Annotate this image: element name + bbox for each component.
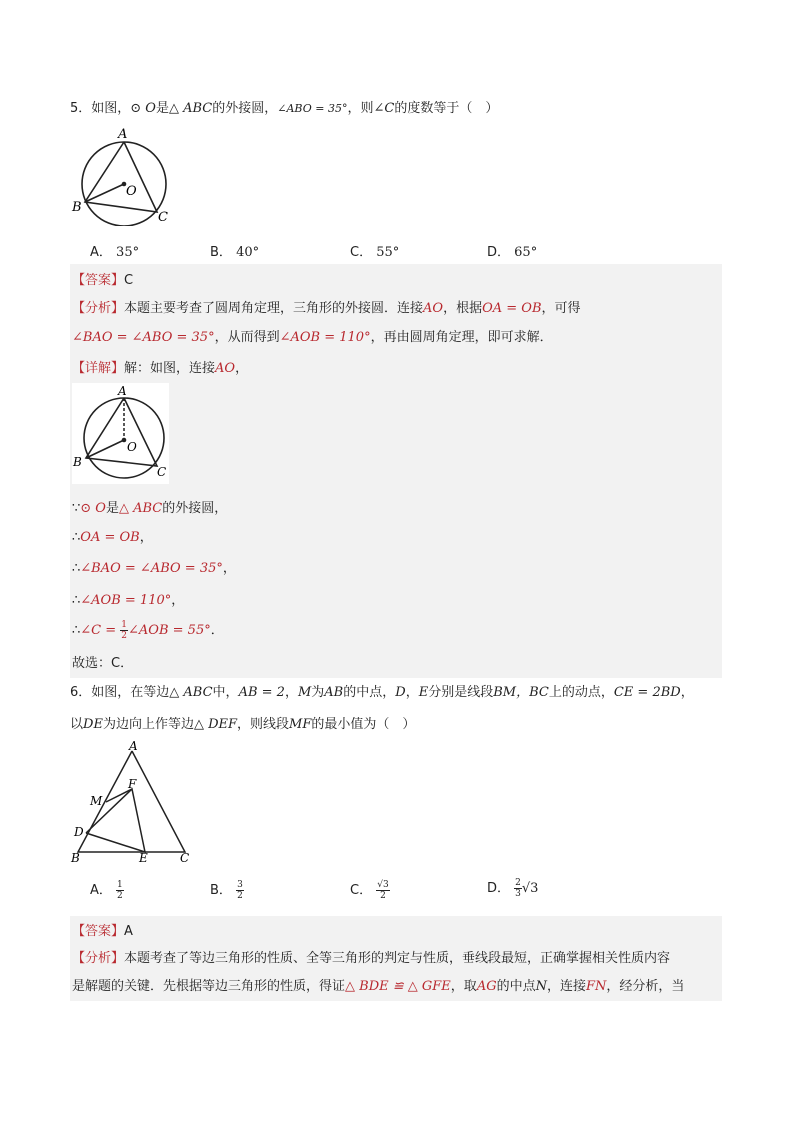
q5-detail-line1: 【详解】解：如图，连接AO， [72, 361, 249, 376]
q5-conclusion: 故选：C． [72, 656, 134, 671]
q5-option-d: D． 65° [487, 245, 538, 260]
q5-step4: ∴∠AOB = 110°， [72, 593, 185, 608]
label-o: O [126, 184, 137, 199]
q6-option-a: A． $\frac{1}{2}$ [90, 880, 123, 901]
q5-step2: ∴OA = OB， [72, 530, 153, 545]
q5-analysis-line1: 【分析】本题主要考查了圆周角定理，三角形的外接圆．连接AO，根据OA = OB，可得 [72, 301, 581, 316]
label-a: A [118, 127, 128, 142]
q6-option-c: C． $\frac{√3}{2}$ [350, 880, 389, 901]
svg-text:B: B [73, 455, 82, 469]
q5-option-a: A． 35° [90, 245, 140, 260]
q6-option-b: B． $\frac{3}{2}$ [210, 880, 243, 901]
label-c: C [158, 210, 168, 225]
svg-text:M: M [90, 794, 103, 808]
svg-text:C: C [180, 851, 190, 865]
fraction-one-half: $\frac{1}{2}$ [121, 620, 128, 641]
svg-text:O: O [127, 440, 137, 454]
svg-text:B: B [71, 851, 80, 865]
q6-analysis-line2: 是解题的关键．先根据等边三角形的性质，得证△ BDE ≌ △ GFE，取AG的中点N，连接FN，经分析，当 [72, 979, 685, 994]
svg-text:F: F [128, 777, 137, 791]
q5-detail-figure [72, 383, 169, 484]
q5-step5: ∴∠C = $\frac{1}{2}$ ∠AOB = 55°． [72, 620, 224, 641]
svg-text:E: E [139, 851, 148, 865]
q5-option-b: B． 40° [210, 245, 260, 260]
q5-figure [70, 126, 180, 226]
q5-answer: 【答案】C [72, 273, 134, 288]
q5-analysis-line2: ∠BAO = ∠ABO = 35°，从而得到∠AOB = 110°，再由圆周角定理，即可求解． [72, 330, 553, 345]
q6-stem-line1: 6．如图，在等边△ ABC中，AB = 2，M为AB的中点，D，E分别是线段BM，BC上的动点，CE = 2BD， [70, 685, 694, 700]
q5-step3: ∴∠BAO = ∠ABO = 35°， [72, 561, 236, 576]
q6-figure [70, 741, 195, 868]
q6-stem-line2: 以DE为边向上作等边△ DEF，则线段MF的最小值为（ ） [70, 717, 416, 732]
svg-text:A: A [129, 741, 138, 753]
q5-stem: 5．如图，⊙ O是△ ABC的外接圆，∠ABO = 35°，则∠C的度数等于（ ） [70, 101, 499, 116]
q5-step1: ∵⊙ O是△ ABC的外接圆， [72, 501, 228, 516]
svg-text:C: C [157, 465, 167, 479]
q6-option-d: D． $\frac{2}{3}$ √3 [487, 878, 539, 899]
label-b: B [72, 200, 82, 215]
q6-analysis-line1: 【分析】本题考查了等边三角形的性质、全等三角形的判定与性质，垂线段最短，正确掌握相关性质内容 [72, 951, 671, 966]
q5-option-c: C． 55° [350, 245, 400, 260]
svg-text:A: A [118, 384, 127, 398]
svg-text:D: D [74, 825, 84, 839]
q6-answer: 【答案】A [72, 924, 133, 939]
circle-o: ⊙ O [130, 101, 156, 116]
